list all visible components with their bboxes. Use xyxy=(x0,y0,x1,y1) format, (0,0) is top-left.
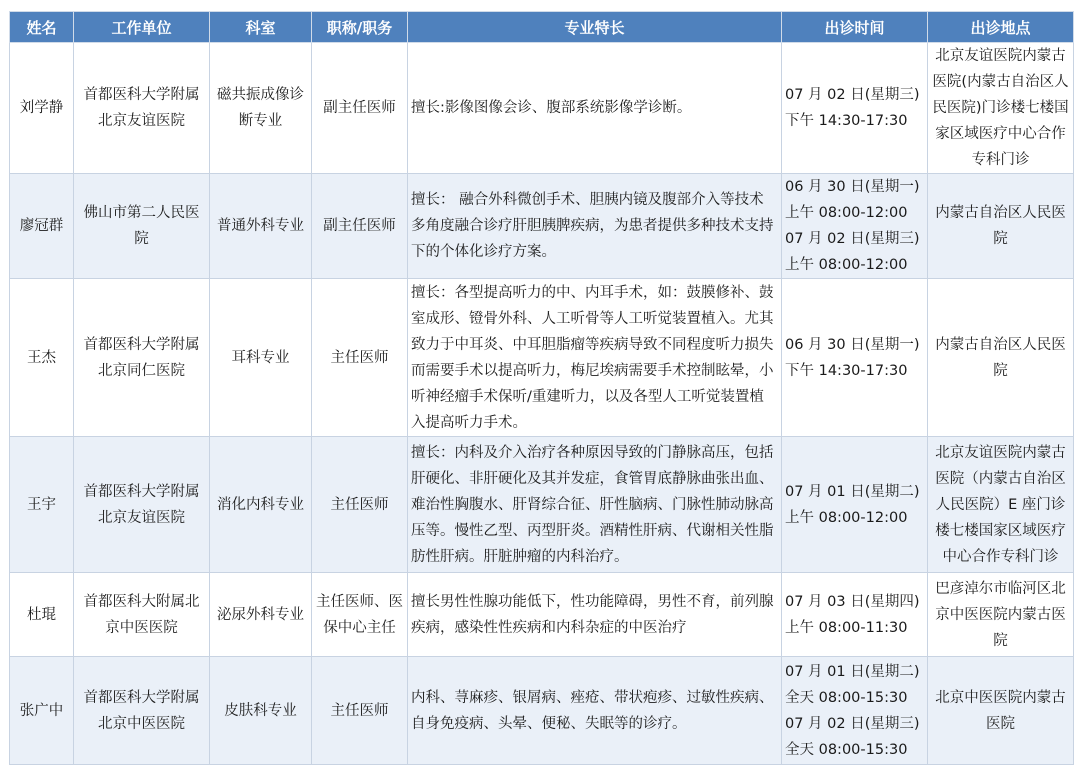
cell-time xyxy=(782,573,928,657)
cell-specialty: 擅长男性性腺功能低下，性功能障碍，男性不育，前列腺疾病，感染性性疾病和内科杂症的中医治疗 xyxy=(408,573,782,657)
time-line: 上午 08:00-12:00 xyxy=(785,509,908,526)
time-line: 07 月 02 日(星期三) xyxy=(785,231,920,247)
cell-time xyxy=(782,437,928,573)
cell-time xyxy=(782,174,928,279)
time-line: 07 月 03 日(星期四) xyxy=(785,593,920,610)
cell-unit: 首都医科大学附属北京友谊医院 xyxy=(74,43,210,174)
time-line: 上午 08:00-12:00 xyxy=(785,257,908,273)
table-row xyxy=(10,174,1074,279)
table-row xyxy=(10,573,1074,657)
cell-location: 内蒙古自治区人民医院 xyxy=(928,279,1074,437)
cell-unit: 佛山市第二人民医院 xyxy=(74,174,210,279)
cell-title: 主任医师 xyxy=(312,437,408,573)
cell-location: 北京友谊医院内蒙古医院（内蒙古自治区人民医院）E 座门诊楼七楼国家区域医疗中心合作专科门诊 xyxy=(928,437,1074,573)
time-line: 06 月 30 日(星期一) xyxy=(785,179,920,195)
header-specialty: 专业特长 xyxy=(408,12,782,43)
cell-title: 主任医师 xyxy=(312,657,408,765)
table-row xyxy=(10,279,1074,437)
cell-unit: 首都医科大附属北京中医医院 xyxy=(74,573,210,657)
table-row xyxy=(10,43,1074,174)
cell-location: 北京友谊医院内蒙古医院(内蒙古自治区人民医院)门诊楼七楼国家区域医疗中心合作专科门诊 xyxy=(928,43,1074,174)
cell-title: 副主任医师 xyxy=(312,174,408,279)
table-row xyxy=(10,437,1074,573)
doctor-schedule-table xyxy=(9,11,1074,765)
cell-title: 副主任医师 xyxy=(312,43,408,174)
cell-specialty: 擅长： 融合外科微创手术、胆胰内镜及腹部介入等技术多角度融合诊疗肝胆胰脾疾病，为患者提供多种技术支持下的个体化诊疗方案。 xyxy=(408,174,782,279)
cell-name: 王宇 xyxy=(10,437,74,573)
time-line: 07 月 02 日(星期三) xyxy=(785,87,920,103)
cell-location: 巴彦淖尔市临河区北京中医医院内蒙古医院 xyxy=(928,573,1074,657)
header-name: 姓名 xyxy=(10,12,74,43)
cell-unit: 首都医科大学附属北京同仁医院 xyxy=(74,279,210,437)
time-line: 07 月 02 日(星期三) xyxy=(785,715,920,732)
header-time: 出诊时间 xyxy=(782,12,928,43)
cell-dept: 泌尿外科专业 xyxy=(210,573,312,657)
cell-unit: 首都医科大学附属北京友谊医院 xyxy=(74,437,210,573)
cell-time xyxy=(782,279,928,437)
cell-name: 刘学静 xyxy=(10,43,74,174)
time-line: 上午 08:00-12:00 xyxy=(785,205,908,221)
time-line: 全天 08:00-15:30 xyxy=(785,689,908,706)
cell-name: 张广中 xyxy=(10,657,74,765)
cell-unit: 首都医科大学附属北京中医医院 xyxy=(74,657,210,765)
cell-specialty: 擅长：各型提高听力的中、内耳手术，如：鼓膜修补、鼓室成形、镫骨外科、人工听骨等人工听觉装置植入。尤其致力于中耳炎、中耳胆脂瘤等疾病导致不同程度听力损失而需要手术以提高听力，梅尼埃病需要手术控制眩晕，小听神经瘤手术保听/重建听力，以及各型人工听觉装置植入提高听力手术。 xyxy=(408,279,782,437)
time-line: 06 月 30 日(星期一) xyxy=(785,336,920,353)
table-body xyxy=(10,43,1074,765)
cell-time xyxy=(782,43,928,174)
cell-title: 主任医师、医保中心主任 xyxy=(312,573,408,657)
cell-dept: 消化内科专业 xyxy=(210,437,312,573)
header-title: 职称/职务 xyxy=(312,12,408,43)
time-line: 下午 14:30-17:30 xyxy=(785,362,908,379)
cell-specialty: 内科、荨麻疹、银屑病、痤疮、带状疱疹、过敏性疾病、自身免疫病、头晕、便秘、失眠等的诊疗。 xyxy=(408,657,782,765)
cell-dept: 普通外科专业 xyxy=(210,174,312,279)
cell-name: 廖冠群 xyxy=(10,174,74,279)
cell-specialty: 擅长：内科及介入治疗各种原因导致的门静脉高压，包括肝硬化、非肝硬化及其并发症，食管胃底静脉曲张出血、难治性胸腹水、肝肾综合征、肝性脑病、门脉性肺动脉高压等。慢性乙型、丙型肝炎。酒精性肝病、代谢相关性脂肪性肝病。肝脏肿瘤的内科治疗。 xyxy=(408,437,782,573)
time-line: 下午 14:30-17:30 xyxy=(785,113,908,129)
cell-location: 北京中医医院内蒙古医院 xyxy=(928,657,1074,765)
cell-location: 内蒙古自治区人民医院 xyxy=(928,174,1074,279)
cell-time xyxy=(782,657,928,765)
cell-dept: 磁共振成像诊断专业 xyxy=(210,43,312,174)
table-row xyxy=(10,657,1074,765)
cell-dept: 皮肤科专业 xyxy=(210,657,312,765)
header-dept: 科室 xyxy=(210,12,312,43)
cell-title: 主任医师 xyxy=(312,279,408,437)
time-line: 07 月 01 日(星期二) xyxy=(785,483,920,500)
cell-name: 王杰 xyxy=(10,279,74,437)
schedule-table-container xyxy=(9,11,1073,765)
header-location: 出诊地点 xyxy=(928,12,1074,43)
cell-name: 杜琨 xyxy=(10,573,74,657)
table-header xyxy=(10,12,1074,43)
header-unit: 工作单位 xyxy=(74,12,210,43)
cell-dept: 耳科专业 xyxy=(210,279,312,437)
time-line: 全天 08:00-15:30 xyxy=(785,741,908,758)
time-line: 上午 08:00-11:30 xyxy=(785,619,908,636)
time-line: 07 月 01 日(星期二) xyxy=(785,663,920,680)
cell-specialty: 擅长:影像图像会诊、腹部系统影像学诊断。 xyxy=(408,43,782,174)
